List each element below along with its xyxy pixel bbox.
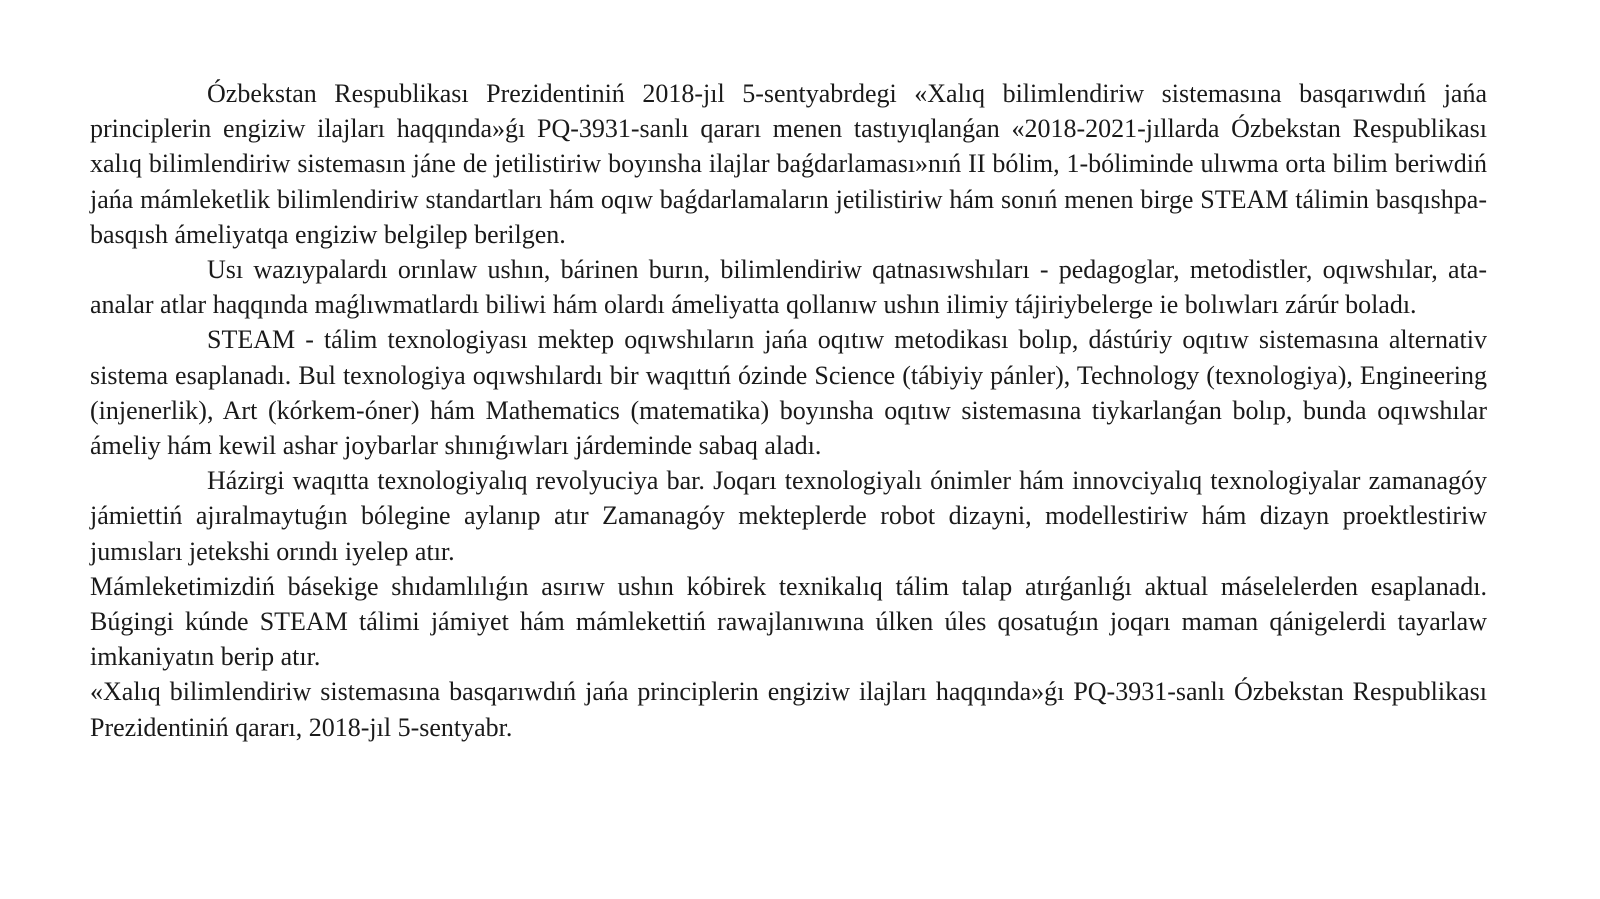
paragraph-decree-intro: Ózbekstan Respublikası Prezidentiniń 2018-jıl 5-sentyabrdegi «Xalıq bilimlendiriw sistemasına basqarıwdıń jańa principlerin engiziw ilajları haqqında»ǵı PQ-3931-sanlı qararı menen tastıyıqlanǵan «2018-2021-jıllarda Ózbekstan Respublikası xalıq bilimlendiriw sistemasın jáne de jetilistiriw boyınsha ilajlar baǵdarlaması»nıń II bólim, 1-bóliminde ulıwma orta bilim beriwdiń jańa mámleketlik bilimlendiriw standartları hám oqıw baǵdarlamaların jetilistiriw hám sonıń menen birge STEAM tálimin basqıshpa-basqısh ámeliyatqa engiziw belgilep berilgen. [90,79,1487,249]
paragraph-tasks: Usı wazıypalardı orınlaw ushın, bárinen burın, bilimlendiriw qatnasıwshıları - pedagoglar, metodistler, oqıwshılar, ata-analar atlar haqqında maǵlıwmatlardı biliwi hám olardı ámeliyatta qollanıw ushın ilimiy tájiriybelerge ie bolıwları zárúr boladı. [90,255,1487,320]
paragraph-reference: «Xalıq bilimlendiriw sistemasına basqarıwdıń jańa principlerin engiziw ilajları haqqında»ǵı PQ-3931-sanlı Ózbekstan Respublikası Prezidentiniń qararı, 2018-jıl 5-sentyabr. [90,677,1487,742]
paragraph-tech-revolution: Házirgi waqıtta texnologiyalıq revolyuciya bar. Joqarı texnologiyalı ónimler hám innovciyalıq texnologiyalar zamanagóy jámiettiń ajıralmaytuǵın bólegine aylanıp atır Zamanagóy mekteplerde robot dizayni, modellestiriw hám dizayn proektlestiriw jumısları jetekshi orındı iyelep atır. [90,466,1487,566]
paragraph-competitiveness: Mámleketimizdiń básekige shıdamlılıǵın asırıw ushın kóbirek texnikalıq tálim talap atırǵanlıǵı aktual máselelerden esaplanadı. Búgingi kúnde STEAM tálimi jámiyet hám mámlekettiń rawajlanıwına úlken úles qosatuǵın joqarı maman qánigelerdi tayarlaw imkaniyatın berip atır. [90,571,1487,672]
paragraph-steam-definition: STEAM - tálim texnologiyası mektep oqıwshıların jańa oqıtıw metodikası bolıp, dástúriy oqıtıw sistemasına alternativ sistema esaplanadı. Bul texnologiya oqıwshılardı bir waqıttıń ózinde Science (tábiyiy pánler), Technology (texnologiya), Engineering (injenerlik), Art (kórkem-óner) hám Mathematics (matematika) boyınsha oqıtıw sistemasına tiykarlanǵan bolıp, bunda oqıwshılar ámeliy hám kewil ashar joybarlar shınıǵıwları járdeminde sabaq aladı. [90,325,1487,461]
document-body [90,76,1487,745]
